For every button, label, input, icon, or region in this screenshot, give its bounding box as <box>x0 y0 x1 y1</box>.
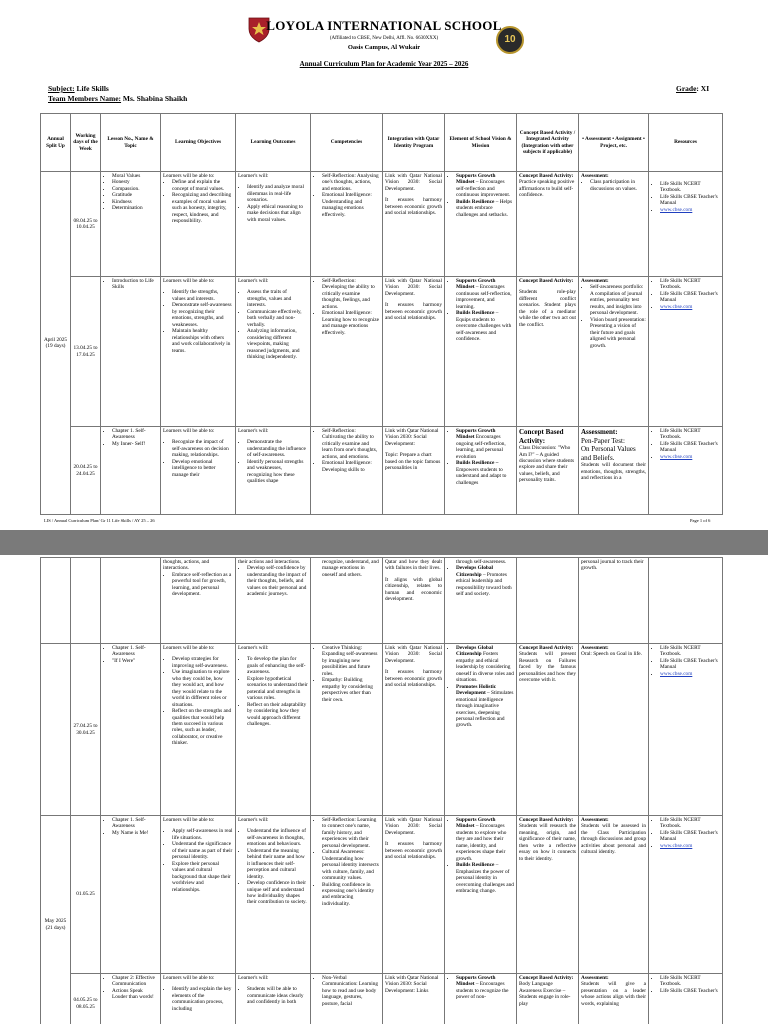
vision-text: – Helps students embrace challenges and setbacks. <box>456 198 513 218</box>
list-item: • Reflect on the strengths and qualities that would help them succeed in various roles, such as leader, collaborator, or creative thinker. <box>172 708 233 747</box>
list-item: • Chapter 1. Self-Awareness <box>112 817 158 830</box>
letterhead <box>0 18 768 68</box>
resources-cell <box>649 172 723 277</box>
cell-text: recognize, understand, and manage emotions in oneself and others. <box>322 559 379 578</box>
assessment-cell <box>579 558 649 644</box>
cell-text: It aligns with global citizenship, relates to human and economic development. <box>385 576 442 603</box>
list-item: • Creative Thinking: Expanding self-awareness by imagining new possibilities and future roles. <box>322 645 380 677</box>
competencies-cell <box>311 427 383 515</box>
vision-title: Supports Growth Mindset <box>456 975 496 988</box>
table-row <box>41 644 723 816</box>
list-item: • Recognize the impact of self-awareness on decision making, relationships. <box>172 439 233 458</box>
outcomes-cell <box>236 277 311 427</box>
table-row <box>41 816 723 974</box>
resources-cell <box>649 277 723 427</box>
qatar-cell <box>383 974 445 1024</box>
list-item: • Chapter 1. Self-Awareness <box>112 645 158 658</box>
concept-title: Concept Based Activity: <box>519 817 574 823</box>
vision-text: – Encourages students to recognize the power of non- <box>456 981 509 1001</box>
list-item: • Recognizing and describing examples of moral values such as honesty, integrity, respect, kindness, and responsibility. <box>172 192 233 224</box>
days-cell: 01.05.25 <box>71 816 101 974</box>
cell-intro: Learners will be able to: <box>163 975 215 981</box>
list-item: • Students will be able to communicate ideas clearly and confidently in both <box>247 986 308 1005</box>
list-item: • Life Skills CBSE Teacher's Manual <box>660 194 720 207</box>
cell-text: Link with Qatar National Vision 2030: Social Development. <box>385 817 442 836</box>
cbse-link[interactable]: www.cbse.com <box>660 206 693 213</box>
list-item: • Explore hypothetical scenarios to understand their potential and strengths in various roles. <box>247 676 308 702</box>
list-item: • Analyzing information, considering different viewpoints, making reasoned judgments, and thinking independently. <box>247 328 308 360</box>
list-item: • Life Skills NCERT Textbook. <box>660 817 720 830</box>
table-row <box>41 277 723 427</box>
assessment-cell <box>579 172 649 277</box>
list-item: • Define and explain the concept of moral values. <box>172 179 233 192</box>
cbse-link[interactable]: www.cbse.com <box>660 670 693 677</box>
list-item: • Develop confidence in their unique self and understand how individuality shapes their contribution to society. <box>247 880 308 906</box>
list-item: • Identify and analyze moral dilemmas in real-life scenarios. <box>247 184 308 203</box>
days-cell: 13.04.25 to 17.04.25 <box>71 277 101 427</box>
header-outcomes: Learning Outcomes <box>236 114 311 172</box>
vision-cell <box>445 172 517 277</box>
lesson-cell <box>101 974 161 1024</box>
concept-title: Concept Based Activity: <box>519 428 564 445</box>
list-item: • Life Skills NCERT Textbook. <box>660 181 720 194</box>
resources-cell <box>649 816 723 974</box>
lesson-cell <box>101 427 161 515</box>
cell-text: Link with Qatar National Vision 2030: Social Development: Links <box>385 975 439 994</box>
list-item: • "If I Were" <box>112 658 158 664</box>
cell-text: It ensures harmony between economic growth and social relationships. <box>385 197 442 217</box>
split-cell-may: May 2025 (21 days) <box>41 816 71 1024</box>
subject-line <box>48 84 109 93</box>
objectives-cell <box>161 644 236 816</box>
cell-intro: Learners will be able to: <box>163 645 215 651</box>
table-row <box>41 974 723 1024</box>
assessment-cell <box>579 816 649 974</box>
cbse-link[interactable]: www.cbse.com <box>660 303 693 310</box>
footer-doc-id: LIS / Annual Curriculum Plan/ Gr 11 Life Skills / AY 25 – 26 <box>44 518 155 523</box>
list-item <box>456 817 514 862</box>
qatar-cell <box>383 277 445 427</box>
list-item: • Explore their personal values and cultural background that shape their worldview and relationships. <box>172 861 233 893</box>
assessment-title: Assessment: <box>581 645 609 651</box>
qatar-cell <box>383 558 445 644</box>
list-item <box>456 862 514 894</box>
outcomes-cell <box>236 974 311 1024</box>
days-cell: 08.04.25 to 10.04.25 <box>71 172 101 277</box>
list-item: • Develop emotional intelligence to better manage their <box>172 459 233 478</box>
vision-text: Encourages ongoing self-reflection, learning, and personal evolution <box>456 434 506 460</box>
team-value: Ms. Shabina Shaikh <box>122 94 188 103</box>
vision-title: Develops Global Citizenship <box>456 645 493 658</box>
list-item <box>456 460 514 486</box>
assessment-text: Students will document their emotions, thoughts, strengths, and reflections in a <box>581 462 646 482</box>
vision-title: Builds Resilience <box>456 198 495 205</box>
days-cell: 27.04.25 to 30.04.25 <box>71 644 101 816</box>
list-item: • Vision board presentation: Presenting a vision of their future and goals aligned with personal growth. <box>590 317 646 349</box>
vision-title: Builds Resilience <box>456 862 495 869</box>
cell-text: It ensures harmony between economic growth and social relationships. <box>385 841 442 861</box>
vision-cell <box>445 427 517 515</box>
assessment-text: personal journal to track their growth. <box>581 559 644 572</box>
competencies-cell <box>311 558 383 644</box>
vision-cell <box>445 558 517 644</box>
competencies-cell <box>311 172 383 277</box>
list-item <box>660 671 720 677</box>
concept-cell <box>517 172 579 277</box>
list-item: • Use imagination to explore who they could be, how they would act, and how they would relate to the world in different roles or situations. <box>172 669 233 708</box>
split-text: April 2025 (19 days) <box>43 336 68 349</box>
vision-text: Fosters empathy and ethical leadership by considering oneself in diverse roles and situations. <box>456 651 514 684</box>
subject-label: Subject: <box>48 84 75 93</box>
lesson-cell <box>101 558 161 644</box>
anniversary-badge: 10 <box>496 26 524 54</box>
list-item <box>456 428 514 460</box>
assessment-title: Assessment: <box>581 428 618 436</box>
concept-title: Concept Based Activity: <box>519 645 574 651</box>
list-item: • Identify and explain the key elements of the communication process, including <box>172 986 233 1012</box>
competencies-cell <box>311 277 383 427</box>
cell-text: It ensures harmony between economic growth and social relationships. <box>385 669 442 689</box>
list-item: • Self-Reflection: Cultivating the ability to critically examine and learn from one's thoughts, actions, and emotions. <box>322 428 380 460</box>
list-item: • Understand the meaning behind their name and how it influences their self-perception and cultural identity. <box>247 848 308 880</box>
cbse-link[interactable]: www.cbse.com <box>660 453 693 460</box>
list-item <box>456 278 514 310</box>
list-item: • Apply ethical reasoning to make decisions that align with moral values. <box>247 204 308 223</box>
list-item: • Develop strategies for improving self-awareness. <box>172 656 233 669</box>
vision-title: Builds Resilience <box>456 310 495 317</box>
cell-intro: Learner's will: <box>238 278 269 284</box>
list-item <box>456 199 514 218</box>
cell-intro: Learners will be able to: <box>163 428 215 434</box>
table-row <box>41 558 723 644</box>
resources-cell <box>649 974 723 1024</box>
header-objectives: Learning Objectives <box>161 114 236 172</box>
list-item: • Embrace self-reflection as a powerful tool for growth, learning, and personal development. <box>172 572 233 598</box>
list-item: • Life Skills CBSE Teacher's Manual <box>660 830 720 843</box>
concept-cell <box>517 277 579 427</box>
cell-text: It ensures harmony between economic growth and social relationships. <box>385 302 442 322</box>
lesson-cell <box>101 172 161 277</box>
list-item: • Self-Reflection: Analysing one's thoughts, actions, and emotions. <box>322 173 380 192</box>
list-item: • Develop self-confidence by understanding the impact of their thoughts, beliefs, and values on their personal and academic journeys. <box>247 565 308 597</box>
concept-text: Students will research the meaning, origin, and significance of their name, then write a reflective essay on how it connects to their identity. <box>519 823 576 862</box>
concept-cell <box>517 558 579 644</box>
cell-intro: Learner's will: <box>238 645 269 651</box>
header-row <box>41 114 723 172</box>
assessment-cell <box>579 644 649 816</box>
list-item: • Emotional Intelligence: Understanding and managing emotions effectively. <box>322 192 380 218</box>
vision-text: – Stimulates emotional intelligence through imaginative exercises, deepening personal reflection and growth. <box>456 690 514 729</box>
split-cell-april <box>41 172 71 515</box>
header-lesson: Lesson No., Name & Topic <box>101 114 161 172</box>
concept-text: Body Language Awareness Exercise – Students engage in role-play <box>519 981 571 1007</box>
list-item: • Honesty <box>112 179 158 185</box>
list-item: • My Inner- Self! <box>112 441 158 447</box>
split-cell <box>41 558 71 644</box>
concept-text: Students role-play different conflict scenarios. Student plays the role of a mediator while the other two act out the conflict. <box>519 289 576 328</box>
vision-text: – Equips students to overcome challenges with self-awareness and confidence. <box>456 310 512 343</box>
list-item: • Chapter 2: Effective Communication <box>112 975 158 988</box>
vision-title: Builds Resilience – <box>456 460 499 467</box>
list-item: • Life Skills CBSE Teacher's Manual <box>660 658 720 671</box>
cell-intro: Learner's will: <box>238 173 269 179</box>
competencies-cell <box>311 974 383 1024</box>
outcomes-cell <box>236 427 311 515</box>
cell-intro: Learners will be able to: <box>163 278 215 284</box>
objectives-cell <box>161 974 236 1024</box>
affiliation: (Affiliated to CBSE, New Delhi, Affl. No. 6630XXX) <box>329 36 439 41</box>
list-item: • Life Skills NCERT Textbook. <box>660 645 720 658</box>
cell-text: Link with Qatar National Vision 2030: Social Development: <box>385 428 439 447</box>
vision-title: Supports Growth Mindset <box>456 173 496 186</box>
subject-value: Life Skills <box>76 84 109 93</box>
list-item: • Life Skills CBSE Teacher's Manual <box>660 441 720 454</box>
list-item: • Life Skills NCERT Textbook. <box>660 278 720 291</box>
days-cell: 04.05.25 to 08.05.25 <box>71 974 101 1024</box>
list-item: • Introduction to Life Skills <box>112 278 158 291</box>
header-resources: Resources <box>649 114 723 172</box>
list-item: • Apply self-awareness in real life situations. <box>172 828 233 841</box>
vision-cell <box>445 974 517 1024</box>
team-label: Team Members Name: <box>48 94 122 103</box>
list-item: • Determination <box>112 205 158 211</box>
cell-text: Link with Qatar National Vision 2030: Social Development. <box>385 173 442 192</box>
competencies-cell <box>311 644 383 816</box>
list-item: • Compassion. <box>112 186 158 192</box>
cell-intro: Learner's will: <box>238 975 269 981</box>
list-item: • Assess the traits of strengths, values and interests. <box>247 289 308 308</box>
assessment-text: Students will give a presentation on a leader whose actions align with their words, explaining <box>581 981 646 1007</box>
assessment-line: Pen-Paper Test: <box>581 436 625 445</box>
team-line <box>48 94 187 103</box>
lesson-cell <box>101 644 161 816</box>
objectives-cell <box>161 558 236 644</box>
list-item: • Emotional Intelligence: Learning how to recognize and manage emotions effectively. <box>322 310 380 336</box>
cell-text: Topic: Prepare a chart based on the topic famous personalities in <box>385 452 441 472</box>
table-row <box>41 427 723 515</box>
list-item: • Identify the strengths, values and interests. <box>172 289 233 302</box>
concept-text: Practice speaking positive affirmations to build self-confidence. <box>519 179 575 199</box>
qatar-cell <box>383 644 445 816</box>
outcomes-cell <box>236 816 311 974</box>
qatar-cell <box>383 816 445 974</box>
list-item <box>456 310 514 342</box>
header-qatar: Integration with Qatar Identity Program <box>383 114 445 172</box>
vision-text: through self-awareness. <box>456 559 507 565</box>
assessment-text: Students will be assessed in the Class Participation through discussions and group activities about personal and cultural identity. <box>581 823 646 856</box>
list-item: • Self-awareness portfolio: A compilation of journal entries, personality test results, and insights into personal development. <box>590 284 646 316</box>
days-cell: 20.04.25 to 24.04.25 <box>71 427 101 515</box>
document-page-2 <box>0 555 768 1024</box>
vision-title: Promotes Holistic Development <box>456 683 497 697</box>
cell-intro: Learners will be able to: <box>163 173 215 179</box>
list-item <box>456 565 514 597</box>
list-item: • Understand the significance of their name as part of their personal identity. <box>172 841 233 860</box>
vision-cell <box>445 277 517 427</box>
vision-text: – Encourages students to explore who they are and how their name, identity, and experiences shape their growth. <box>456 823 507 862</box>
concept-title: Concept Based Activity: <box>519 975 574 981</box>
grade-value: : XI <box>696 84 710 93</box>
list-item: • Life Skills CBSE Teacher's Manual <box>660 291 720 304</box>
assessment-title: Assessment: <box>581 817 609 823</box>
vision-title: Supports Growth Mindset <box>456 278 496 291</box>
assessment-cell <box>579 427 649 515</box>
lesson-cell <box>101 816 161 974</box>
concept-cell <box>517 974 579 1024</box>
outcomes-cell <box>236 644 311 816</box>
cbse-link[interactable]: www.cbse.com <box>660 842 693 849</box>
cell-text: Qatar and how they dealt with failures in their lives. <box>385 559 442 572</box>
list-item: • Demonstrate self-awareness by recognizing their emotions, strengths, and weaknesses. <box>172 302 233 328</box>
cell-text: thoughts, actions, and interactions. <box>163 559 210 572</box>
concept-cell <box>517 644 579 816</box>
assessment-cell <box>579 277 649 427</box>
objectives-cell <box>161 427 236 515</box>
header-days: Working days of the Week <box>71 114 101 172</box>
list-item: • Identify personal strengths and weaknesses, recognizing how these qualities shape <box>247 459 308 485</box>
list-item <box>456 975 514 1001</box>
list-item: • Self-Reflection: Learning to connect one's name, family history, and experiences with their personal development. <box>322 817 380 849</box>
vision-cell <box>445 816 517 974</box>
objectives-cell <box>161 172 236 277</box>
header-concept: Concept Based Activity / Integrated Activity (Integration with other subjects if applicable) <box>517 114 579 172</box>
list-item <box>660 304 720 310</box>
list-item: • Empathy: Building empathy by considering perspectives other than their own. <box>322 677 380 703</box>
concept-text: Students will present Research on Failures faced by the famous personalities and how they overcome with it. <box>519 651 576 684</box>
header-split: Annual Split Up <box>41 114 71 172</box>
days-cell <box>71 558 101 644</box>
cell-text: Link with Qatar National Vision 2030: Social Development. <box>385 278 442 297</box>
cell-text: Link with Qatar National Vision 2030: Social Development. <box>385 645 442 664</box>
list-item <box>456 173 514 199</box>
vision-text: Empowers students to understand and adapt to challenges <box>456 466 507 486</box>
objectives-cell <box>161 277 236 427</box>
vision-text: – Encourages continuous self-reflection, improvement, and learning. <box>456 284 512 310</box>
footer-page-number: Page 1 of 6 <box>690 518 711 523</box>
list-item: • Life Skills CBSE Teacher's <box>660 988 720 994</box>
assessment-title: Assessment: <box>581 975 609 981</box>
campus-name: Oasis Campus, Al Wukair <box>347 44 421 51</box>
cell-intro: Learner's will: <box>238 428 269 434</box>
header-vision: Element of School Vision & Mission <box>445 114 517 172</box>
vision-text: – Promotes ethical leadership and responsibility toward both self and society. <box>456 571 512 598</box>
list-item: • Moral Values <box>112 173 158 179</box>
list-item: • Kindness <box>112 199 158 205</box>
list-item: • Understand the influence of self-awareness in thoughts, emotions and behaviours. <box>247 828 308 847</box>
list-item: • Life Skills NCERT Textbook. <box>660 428 720 441</box>
header-competencies: Competencies <box>311 114 383 172</box>
cell-intro: Learners will be able to: <box>163 817 215 823</box>
concept-title: Concept Based Activity: <box>519 278 574 284</box>
competencies-cell <box>311 816 383 974</box>
list-item: • Maintain healthy relationships with others and work collaboratively in teams. <box>172 328 233 354</box>
assessment-title: Assessment: <box>581 173 609 179</box>
list-item: • Gratitude <box>112 192 158 198</box>
curriculum-table-continued <box>40 557 723 1024</box>
concept-cell <box>517 816 579 974</box>
assessment-text: Oral: Speech on Goal in life. <box>581 651 642 658</box>
cell-text: their actions and interactions. <box>238 559 301 565</box>
outcomes-cell <box>236 558 311 644</box>
list-item: • Reflect on their adaptability by considering how they would approach different challenges. <box>247 702 308 728</box>
cell-intro: Learner's will: <box>238 817 269 823</box>
grade-line <box>676 84 709 93</box>
vision-title: Supports Growth Mindset <box>456 817 496 830</box>
resources-cell <box>649 644 723 816</box>
outcomes-cell <box>236 172 311 277</box>
list-item: • To develop the plan for goals of enhancing the self-awareness. <box>247 656 308 675</box>
list-item <box>660 454 720 460</box>
qatar-cell <box>383 427 445 515</box>
qatar-cell <box>383 172 445 277</box>
lesson-cell <box>101 277 161 427</box>
assessment-cell <box>579 974 649 1024</box>
curriculum-table <box>40 113 723 515</box>
vision-cell <box>445 644 517 816</box>
list-item: • Non-Verbal Communication: Learning how to read and use body language, gestures, posture, facial <box>322 975 380 1007</box>
list-item: • Cultural Awareness: Understanding how personal identity intersects with culture, family, and community values. <box>322 849 380 881</box>
vision-text: – Emphasizes the power of personal identity in overcoming challenges and embracing change. <box>456 862 514 894</box>
list-item <box>660 207 720 213</box>
list-item <box>456 684 514 729</box>
list-item: • Self-Reflection: Developing the ability to critically examine thoughts, feelings, and actions. <box>322 278 380 310</box>
table-row <box>41 172 723 277</box>
list-item: • Actions Speak Louder than words! <box>112 988 158 1001</box>
resources-cell <box>649 427 723 515</box>
concept-cell <box>517 427 579 515</box>
list-item: • Chapter 1. Self-Awareness <box>112 428 158 441</box>
plan-title: Annual Curriculum Plan for Academic Year 2025 – 2026 <box>299 60 469 68</box>
grade-label: Grade <box>676 84 697 93</box>
concept-title: Concept Based Activity: <box>519 173 574 179</box>
assessment-line: On Personal Values and Beliefs. <box>581 445 636 462</box>
split-cell <box>41 644 71 816</box>
school-name: LOYOLA INTERNATIONAL SCHOOL <box>266 18 502 33</box>
concept-text: Class Discussion: "Who Am I?" – A guided discussion where students explore and share their values, beliefs, and personality traits. <box>519 445 575 484</box>
list-item: • Life Skills NCERT Textbook. <box>660 975 720 988</box>
vision-title: Develops Global Citizenship <box>456 565 493 578</box>
list-item <box>456 645 514 684</box>
objectives-cell <box>161 816 236 974</box>
vision-text: – Encourages self-reflection and continuous improvement. <box>456 179 511 199</box>
list-item: • Communicate effectively, both verbally and non-verbally. <box>247 309 308 328</box>
list-item: • Emotional Intelligence: Developing skills to <box>322 460 380 473</box>
list-item <box>660 843 720 849</box>
list-item: • Class participation in discussions on values. <box>590 179 646 192</box>
list-item: • My Name is Me! <box>112 830 158 836</box>
list-item: • Demonstrate the understanding the influence of self-awareness. <box>247 439 308 458</box>
vision-title: Supports Growth Mindset <box>456 428 496 441</box>
header-assessment: • Assessment • Assignment • Project, etc. <box>579 114 649 172</box>
resources-cell <box>649 558 723 644</box>
assessment-title: Assessment: <box>581 278 609 284</box>
list-item: • Building confidence in expressing one's identity and embracing individuality. <box>322 882 380 908</box>
